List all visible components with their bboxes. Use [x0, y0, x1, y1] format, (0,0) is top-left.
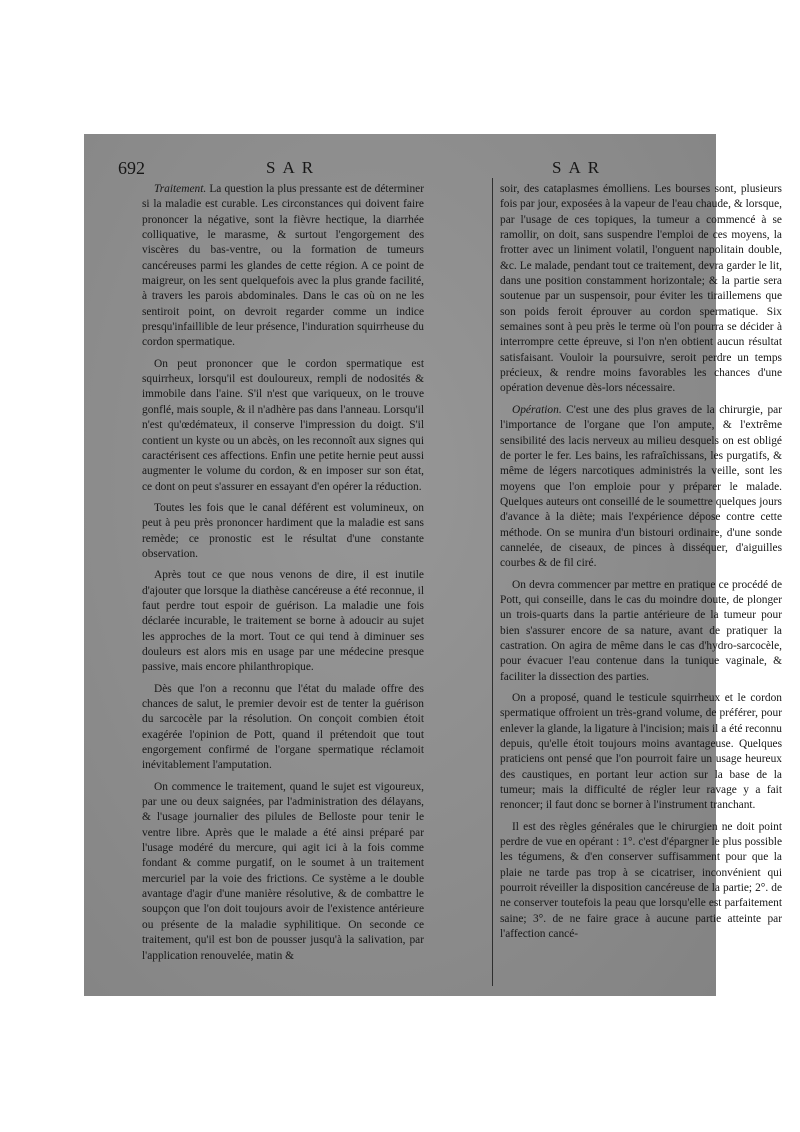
paragraph	[142, 182, 424, 351]
paragraph	[500, 403, 782, 572]
right-column	[500, 182, 782, 943]
paragraph	[142, 357, 424, 495]
paragraph-text: Après tout ce que nous venons de dire, il est inutile d'ajouter que lorsque la diathèse cancéreuse a été reconnue, il faut perdre tout espoir de guérison. La maladie une fois déclarée incurable, le traitement se borne à adoucir au sujet les approches de la mort. Tout ce qui tend à diminuer ses douleurs est alors mis en usage par une médecine presque passive, mais encore philanthropique.	[142, 569, 424, 674]
paragraph-text: On commence le traitement, quand le sujet est vigoureux, par une ou deux saignées, par l'administration des délayans, & l'usage journalier des pilules de Belloste pour tenir le ventre libre. Après que le malade a été ainsi préparé par l'usage modéré du mercure, qui agit ici à la fois comme fondant & comme purgatif, on le soumet à un traitement mercuriel par la voie des frictions. Ce système a le double avantage d'agir d'une manière résolutive, & de combattre le soupçon que l'on doit toujours avoir de l'existence antérieure ou présente de la maladie syphilitique. On seconde ce traitement, qu'il est bon de pousser jusqu'à la salivation, par l'application renouvelée, matin &	[142, 780, 424, 962]
paragraph-text: C'est une des plus graves de la chirurgie, par l'importance de l'organe que l'on ampute, & l'extrême sensibilité des lacis nerveux au milieu desquels on est obligé de porter le fer. Les bains, les rafraîchissans, les purgatifs, & même de légers narcotiques administrés la veille, sont les moyens que l'on emploie pour y préparer le malade. Quelques auteurs ont conseillé de le soumettre quelques jours d'avance à la diète; mais l'expérience dépose contre cette méthode. On se munira d'un bistouri ordinaire, d'une sonde cannelée, de ciseaux, de pinces à disséquer, d'aiguilles courbes & de fil ciré.	[500, 403, 782, 570]
column-divider	[492, 178, 493, 986]
paragraph-text: Dès que l'on a reconnu que l'état du malade offre des chances de salut, le premier devoir est de tenter la guérison du sarcocèle par la résolution. On conçoit combien étoit exagérée l'opinion de Pott, quand il prétendoit que tout engorgement confirmé de l'organe spermatique réclamoit inévitablement l'amputation.	[142, 682, 424, 772]
page-header	[84, 158, 716, 182]
paragraph-text: On a proposé, quand le testicule squirrheux et le cordon spermatique offroient un très-grand volume, de préférer, pour enlever la glande, la ligature à l'incision; mais il a été reconnu depuis, qu'elle étoit toujours moins avantageuse. Quelques praticiens ont pensé que l'on pourroit faire un usage heureux des caustiques, en portant leur action sur la base de la tumeur; mais la difficulté de régler leur ravage y a fait renoncer; il faut donc se borner à l'instrument tranchant.	[500, 692, 782, 812]
paragraph	[142, 780, 424, 964]
left-running-head: SAR	[266, 158, 321, 177]
left-column	[142, 182, 424, 964]
paragraph	[142, 501, 424, 562]
scanned-page	[84, 134, 782, 996]
paragraph	[500, 578, 782, 685]
right-running-head: SAR	[552, 158, 607, 177]
paragraph-text: La question la plus pressante est de déterminer si la maladie est curable. Les circonstances qui doivent faire prononcer la négative, sont la fièvre hectique, la diarrhée colliquative, le marasme, & surtout l'engorgement des viscères du bas-ventre, ou la formation de tumeurs cancéreuses parmi les glandes de cette région. A ce point de maigreur, on les sent quelquefois avec la plus grande facilité, à travers les parois abdominales. Dans le cas où on ne les sentiroit point, on devroit regarder comme un indice presqu'infaillible de leur présence, l'induration squirrheuse du cordon spermatique.	[142, 183, 424, 349]
page-number: 692	[118, 158, 145, 178]
section-heading: Traitement.	[154, 183, 207, 195]
paragraph	[500, 691, 782, 814]
section-heading: Opération.	[512, 403, 562, 416]
paragraph-text: On peut prononcer que le cordon spermatique est squirrheux, lorsqu'il est douloureux, rempli de nodosités & immobile dans l'aine. S'il n'est que variqueux, on le trouve gonflé, mais souple, & il n'adhère pas dans l'anneau. Lorsqu'il n'est qu'œdémateux, il conserve l'impression du doigt. S'il contient un kyste ou un abcès, on les reconnoît aux signes qui caractérisent ces affections. Enfin une petite hernie peut aussi augmenter le volume du cordon, & en imposer sur son état, ce dont on peut s'assurer en essayant d'en opérer la réduction.	[142, 357, 424, 493]
paragraph-text: On devra commencer par mettre en pratique ce procédé de Pott, qui conseille, dans le cas du moindre doute, de plonger un trois-quarts dans la partie antérieure de la tumeur pour bien s'assurer encore de sa nature, avant de pratiquer la castration. On agira de même dans le cas d'hydro-sarcocèle, pour évacuer l'eau contenue dans la tunique vaginale, & faciliter la dissection des parties.	[500, 578, 782, 683]
paragraph	[142, 682, 424, 774]
paragraph-text: soir, des cataplasmes émolliens. Les bourses sont, plusieurs fois par jour, exposées à la vapeur de l'eau chaude, & lorsque, par l'usage de ces topiques, la tumeur a commencé à se ramollir, on doit, sans suspendre l'emploi de ces moyens, la frotter avec un liniment volatil, l'onguent napolitain double, &c. Le malade, pendant tout ce traitement, devra garder le lit, dans une position constamment horizontale; & la partie sera soutenue par un suspensoir, pour éviter les tiraillemens que son poids feroit éprouver au cordon spermatique. Six semaines sont à peu près le terme où l'on pourra se décider à interrompre cette épreuve, si l'on n'en obtient aucun résultat satisfaisant. Vouloir la poursuivre, seroit perdre un temps précieux, & rendre moins favorables les chances d'une opération devenue dès-lors nécessaire.	[500, 183, 782, 395]
paragraph-text: Toutes les fois que le canal déférent est volumineux, on peut à peu près prononcer hardiment que la maladie est sans remède; ce pronostic est le résultat d'une constante observation.	[142, 501, 424, 560]
paragraph	[500, 182, 782, 397]
paragraph-text: Il est des règles générales que le chirurgien ne doit point perdre de vue en opérant : 1°. c'est d'épargner le plus possible les tégumens, & d'en conserver suffisamment pour que la plaie ne tarde pas trop à se cicatriser, inconvénient qui pourroit réveiller la disposition cancéreuse de la partie; 2°. de ne conserver toutefois la peau que lorsqu'elle est parfaitement saine; 3°. de ne faire grace à aucune partie atteinte par l'affection cancé-	[500, 820, 782, 941]
paragraph	[142, 568, 424, 675]
paragraph	[500, 820, 782, 943]
